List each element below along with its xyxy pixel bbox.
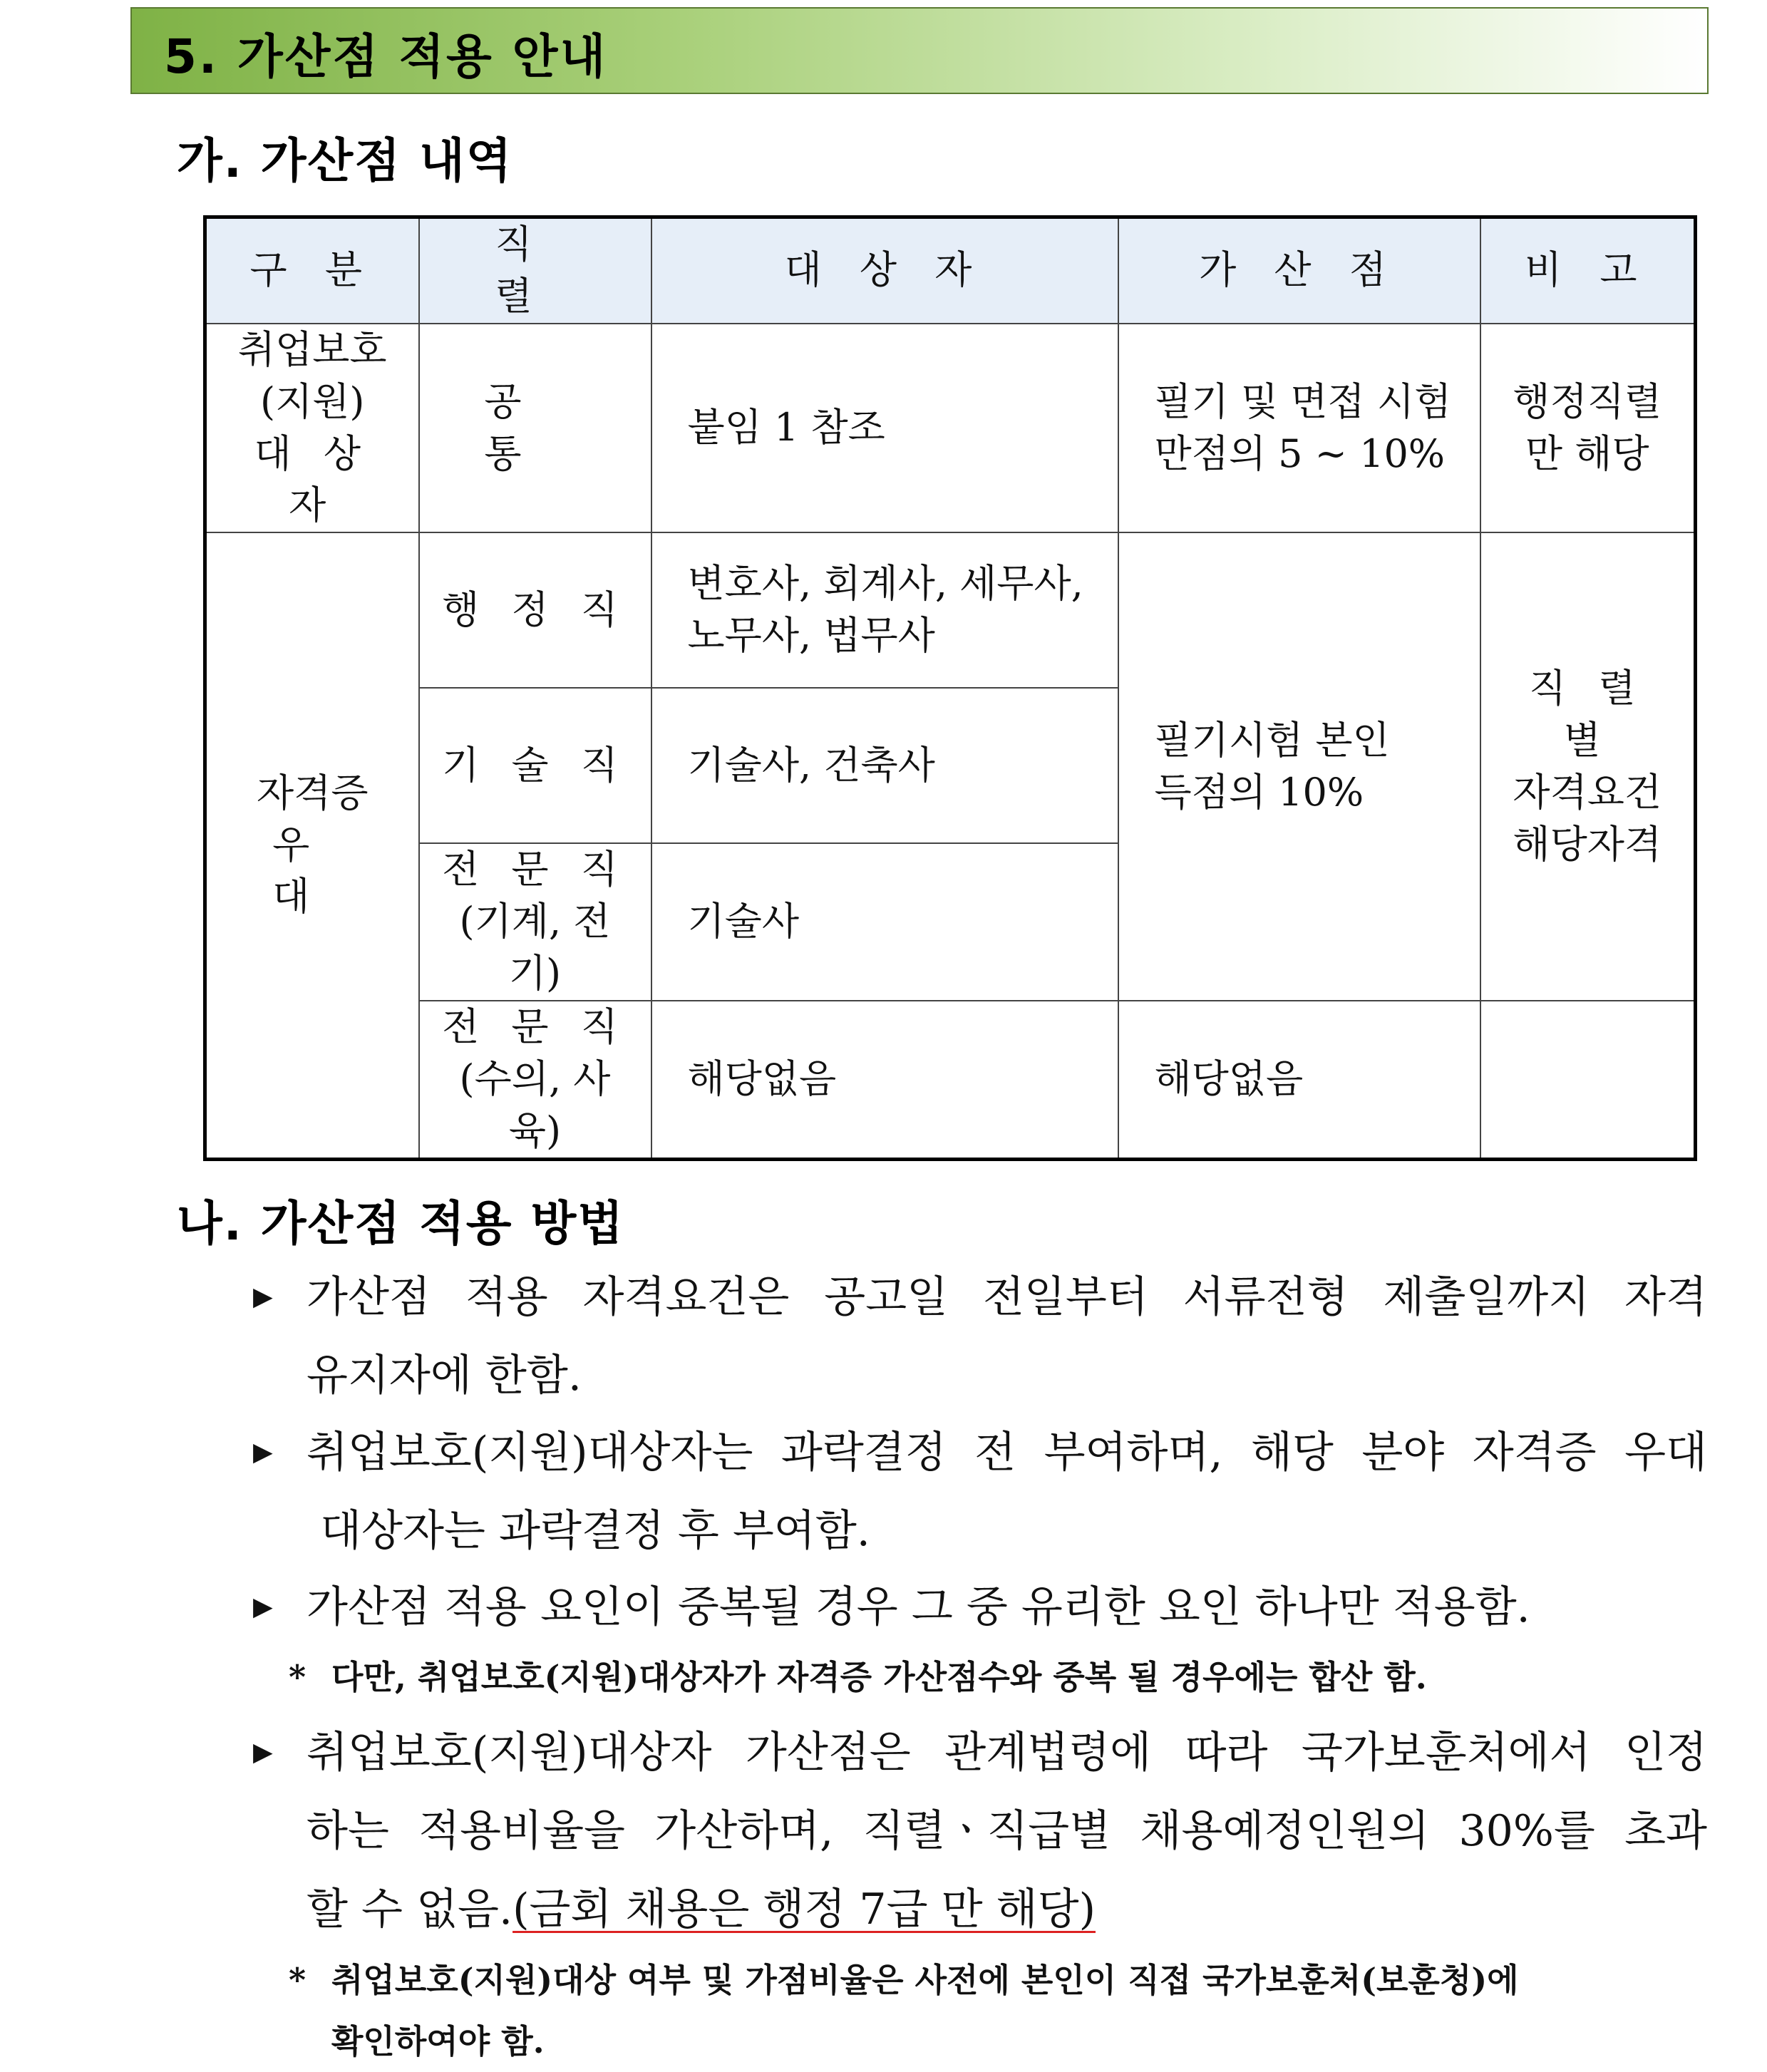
- cell-remark-qualification: 직 렬 별 자격요건 해당자격: [1480, 532, 1696, 1001]
- cell-remark-admin: 행정직렬 만 해당: [1480, 324, 1696, 533]
- section-header-bar: [130, 7, 1709, 94]
- header-target: 대 상 자: [651, 217, 1118, 324]
- bullet-item: ▶ 취업보호(지원)대상자 가산점은 관계법령에 따라 국가보훈처에서 인정 하는 적용비율을 가산하며, 직렬ㆍ직급별 채용예정인원의 30%를 초과 할 수 없음.(금회 채용은 행정 7급 만 해당): [253, 1713, 1707, 1949]
- table-row: [205, 532, 1696, 688]
- table-row: [205, 1001, 1696, 1159]
- cell-job-technical: 기 술 직: [419, 688, 651, 843]
- header-points: 가 산 점: [1118, 217, 1480, 324]
- cell-job-admin: 행 정 직: [419, 532, 651, 688]
- cell-target-admin: 변호사, 회계사, 세무사, 노무사, 법무사: [651, 532, 1118, 688]
- table-row: [205, 324, 1696, 533]
- cell-target-appendix: 붙임 1 참조: [651, 324, 1118, 533]
- asterisk-icon: *: [289, 1658, 306, 1696]
- bullet-item: ▶ 가산점 적용 자격요건은 공고일 전일부터 서류전형 제출일까지 자격 유지자에 한함.: [253, 1258, 1707, 1415]
- header-remarks: 비 고: [1480, 217, 1696, 324]
- note-item: * 취업보호(지원)대상 여부 및 가점비율은 사전에 본인이 직접 국가보훈처(보훈청)에 확인하여야 함.: [292, 1949, 1689, 2072]
- cell-target-technical: 기술사, 건축사: [651, 688, 1118, 843]
- cell-category-certificate: 자격증 우 대: [205, 532, 419, 1159]
- cell-points-exam: 필기 및 면접 시험 만점의 5 ~ 10%: [1118, 324, 1480, 533]
- cell-job-professional-vet: 전 문 직 (수의, 사육): [419, 1001, 651, 1159]
- bonus-points-table: [203, 215, 1697, 1161]
- cell-job-common: 공 통: [419, 324, 651, 533]
- cell-category-employment: 취업보호 (지원) 대 상 자: [205, 324, 419, 533]
- right-triangle-icon: ▶: [253, 1592, 273, 1622]
- table-header-row: [205, 217, 1696, 324]
- subheading-bonus-details: 가. 가산점 내역: [177, 133, 513, 188]
- right-triangle-icon: ▶: [253, 1738, 273, 1767]
- subheading-bonus-method: 나. 가산점 적용 방법: [177, 1196, 625, 1251]
- cell-target-none: 해당없음: [651, 1001, 1118, 1159]
- asterisk-icon: *: [289, 1961, 306, 1999]
- underlined-remark: (금회 채용은 행정 7급 만 해당): [512, 1885, 1096, 1934]
- cell-remark-empty: [1480, 1001, 1696, 1159]
- right-triangle-icon: ▶: [253, 1282, 273, 1311]
- header-job-series: 직 렬: [419, 217, 651, 324]
- bullet-item: ▶ 가산점 적용 요인이 중복될 경우 그 중 유리한 요인 하나만 적용함.: [253, 1568, 1707, 1646]
- cell-job-professional-mech: 전 문 직 (기계, 전기): [419, 843, 651, 1001]
- cell-points-none: 해당없음: [1118, 1001, 1480, 1159]
- header-category: 구 분: [205, 217, 419, 324]
- bullet-plain-text: 할 수 없음.: [306, 1885, 513, 1934]
- cell-points-written: 필기시험 본인 득점의 10%: [1118, 532, 1480, 1001]
- section-title: 5. 가산점 적용 안내: [164, 29, 608, 84]
- right-triangle-icon: ▶: [253, 1438, 273, 1467]
- cell-target-professional-mech: 기술사: [651, 843, 1118, 1001]
- bullet-item: ▶ 취업보호(지원)대상자는 과락결정 전 부여하며, 해당 분야 자격증 우대 대상자는 과락결정 후 부여함.: [253, 1413, 1707, 1570]
